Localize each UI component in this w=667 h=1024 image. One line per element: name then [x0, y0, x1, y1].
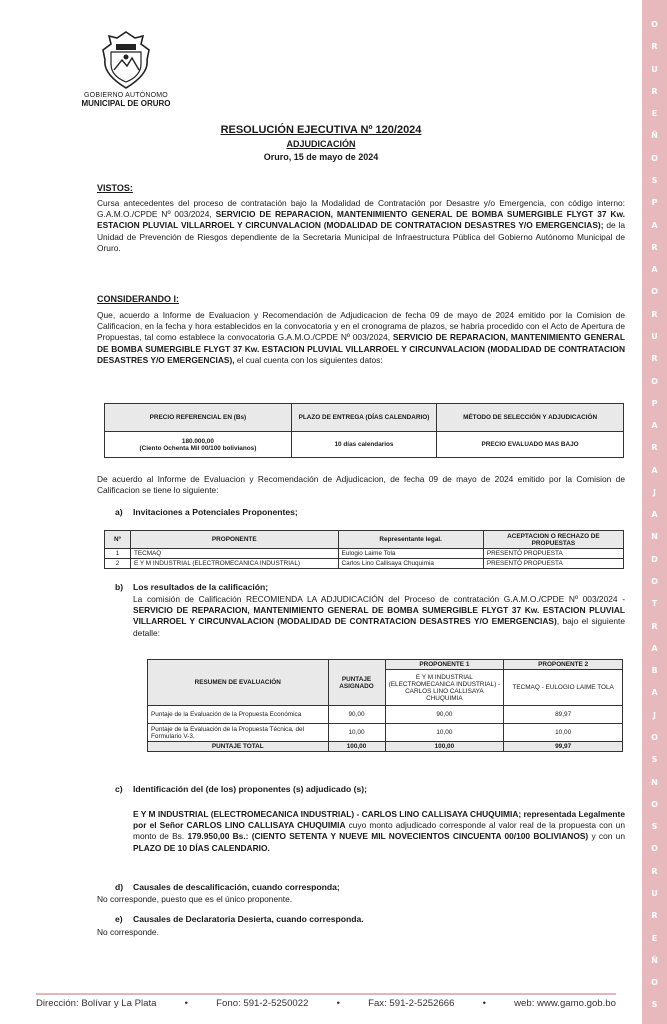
reference-price-table — [104, 403, 624, 458]
band-letter: P — [651, 198, 658, 208]
table2-header: Representante legal. — [338, 531, 483, 549]
band-letter: S — [651, 755, 658, 765]
band-letter: A — [651, 421, 658, 431]
band-letter: E — [651, 109, 658, 119]
band-letter: S — [651, 822, 658, 832]
table3-header: PROPONENTE 1 — [385, 660, 504, 670]
band-letter: O — [651, 844, 658, 854]
band-letter: A — [651, 510, 658, 520]
band-letter: P — [651, 398, 658, 408]
table1-header: PRECIO REFERENCIAL EN (Bs) — [105, 404, 292, 432]
footer-web: web: www.gamo.gob.bo — [514, 998, 616, 1009]
table-row: 2 E Y M INDUSTRIAL (ELECTROMECANICA INDUSTRIAL) Carlos Lino Callisaya Chuquimia PRESENTÓ PROPUESTA — [105, 559, 624, 569]
band-letter: R — [651, 86, 658, 96]
band-letter: R — [651, 866, 658, 876]
band-letter: R — [651, 42, 658, 52]
band-letter: J — [653, 710, 656, 720]
band-letter: B — [651, 666, 658, 676]
org-name-line2: MUNICIPAL DE ORURO — [81, 99, 171, 108]
table2-header: ACEPTACION O RECHAZO DE PROPUESTAS — [483, 531, 623, 549]
considerando-paragraph: Que, acuerdo a Informe de Evaluacion y Recomendación de Adjudicacion de fecha 09 de mayo de 2024 emitido por la Comision de Calificacion, en la fecha y hora establecidos en la convocatoria y en el cronograma de plazos, se habria procedido con el Acto de Apertura de Propuestas, tal como establece la convocatoria G.A.M.O./CPDE Nº 003/2024, SERVICIO DE REPARACION, MANTENIMIENTO GENERAL DE BOMBA SUMERGIBLE FLYGT 37 Kw. ESTACION PLUVIAL VILLARROEL Y CIRCUNVALACION (MODALIDAD DE CONTRATACION DESASTRES Y/O EMERGENCIAS), el cual cuenta con los siguientes datos: — [97, 310, 625, 365]
section-e-text: No corresponde. — [97, 927, 159, 937]
section-d-text: No corresponde, puesto que es el único proponente. — [97, 894, 293, 904]
footer — [36, 998, 616, 1009]
band-letter: S — [651, 1000, 658, 1010]
table3-header: PROPONENTE 2 — [504, 660, 623, 670]
band-letter: R — [651, 309, 658, 319]
band-letter: S — [651, 175, 658, 185]
section-d-heading: d) Causales de descalificación, cuando corresponda; — [115, 882, 340, 892]
band-letter: T — [651, 599, 658, 609]
intro-paragraph-2: De acuerdo al Informe de Evaluacion y Recomendación de Adjudicacion, de fecha 09 de mayo de 2024 emitido por la Comision de Calificacion se tiene lo siguiente: — [97, 474, 625, 496]
band-letter: A — [651, 688, 658, 698]
vistos-heading: VISTOS: — [97, 183, 133, 193]
band-letter: N — [651, 532, 658, 542]
table1-header: MÉTODO DE SELECCIÓN Y ADJUDICACIÓN — [437, 404, 624, 432]
band-letter: R — [651, 911, 658, 921]
footer-divider — [36, 993, 616, 995]
band-letter: O — [651, 978, 658, 988]
table-row-total: PUNTAJE TOTAL 100,00 100,00 99,97 — [148, 742, 623, 752]
section-c-paragraph: E Y M INDUSTRIAL (ELECTROMECANICA INDUSTRIAL) - CARLOS LINO CALLISAYA CHUQUIMIA; representada Legalmente por el Señor CARLOS LINO CALLISAYA CHUQUIMIA cuyo monto adjudicado corresponde al valor real de la propuesta con un monto de Bs. 179.950,00 Bs.: (CIENTO SETENTA Y NUEVE MIL NOVECIENTOS CINCUENTA 00/100 BOLIVIANOS) y con un PLAZO DE 10 DÍAS CALENDARIO. — [133, 809, 625, 853]
footer-fax: Fax: 591-2-5252666 — [368, 998, 455, 1009]
vistos-paragraph: Cursa antecedentes del proceso de contratación bajo la Modalidad de Contratación por Desastre y/o Emergencia, con código interno: G.A.M.O./CPDE Nº 003/2024, SERVICIO DE REPARACION, MANTENIMIENTO GENERAL DE BOMBA SUMERGIBLE FLYGT 37 Kw. ESTACION PLUVIAL VILLARROEL Y CIRCUNVALACION (MODALIDAD DE CONTRATACION DESASTRES Y/O EMERGENCIAS); de la Unidad de Prevención de Riesgos dependiente de la Secretaria Municipal de Infraestructura Pública del Gobierno Autónomo Municipal de Oruro. — [97, 198, 626, 253]
band-letter: Ñ — [651, 131, 658, 141]
band-letter: R — [651, 354, 658, 364]
section-e-heading: e) Causales de Declaratoria Desierta, cuando corresponda. — [115, 914, 364, 924]
footer-address: Dirección: Bolívar y La Plata — [36, 998, 157, 1009]
band-letter: A — [651, 643, 658, 653]
band-letter: A — [651, 465, 658, 475]
table2-header: Nº — [105, 531, 131, 549]
band-letter: N — [651, 777, 658, 787]
band-letter: O — [651, 733, 658, 742]
band-letter: O — [651, 376, 658, 386]
municipal-shield-icon — [97, 30, 155, 90]
section-b-heading: b) Los resultados de la calificación; — [115, 582, 269, 592]
considerando-heading: CONSIDERANDO I: — [97, 294, 180, 304]
table3-proponent1-name: E Y M INDUSTRIAL (ELECTROMECANICA INDUSTRIAL) - CARLOS LINO CALLISAYA CHUQUIMIA — [385, 670, 504, 706]
band-letter: O — [651, 20, 658, 29]
table3-proponent2-name: TECMAQ - EULOGIO LAIME TOLA — [504, 670, 623, 706]
table-row: Puntaje de la Evaluación de la Propuesta Económica 90,00 90,00 89,97 — [148, 706, 623, 724]
band-letter: E — [651, 933, 658, 943]
resolution-title: RESOLUCIÓN EJECUTIVA Nº 120/2024 — [220, 124, 422, 136]
evaluation-summary-table — [147, 659, 623, 752]
side-band-letters — [642, 20, 667, 1010]
band-letter: R — [651, 443, 658, 453]
band-letter: U — [651, 64, 658, 74]
band-letter: A — [651, 265, 658, 275]
table2-header: PROPONENTE — [130, 531, 338, 549]
band-letter: R — [651, 242, 658, 252]
table-row: 1 TECMAQ Eulogio Laime Tola PRESENTÓ PROPUESTA — [105, 549, 624, 559]
table1-header: PLAZO DE ENTREGA (DÍAS CALENDARIO) — [291, 404, 436, 432]
resolution-subtitle: ADJUDICACIÓN — [286, 139, 356, 149]
table-row: Puntaje de la Evaluación de la Propuesta Técnica, del Formulario V-3. 10,00 10,00 10,00 — [148, 724, 623, 742]
band-letter: U — [651, 888, 658, 898]
section-a-heading: a) Invitaciones a Potenciales Proponentes; — [115, 507, 298, 517]
table1-plazo-cell: 10 días calendarios — [291, 432, 436, 458]
header-logo-block — [76, 30, 176, 108]
table1-price-cell: 180.000,00 (Ciento Ochenta Mil 00/100 bolivianos) — [105, 432, 292, 458]
footer-phone: Fono: 591-2-5250022 — [216, 998, 309, 1009]
band-letter: O — [651, 577, 658, 587]
org-name-line1: GOBIERNO AUTÓNOMO — [84, 92, 168, 99]
band-letter: O — [651, 153, 658, 163]
proponents-table — [104, 530, 624, 569]
band-letter: O — [651, 287, 658, 297]
resolution-date: Oruro, 15 de mayo de 2024 — [263, 152, 379, 162]
footer-bullet: • — [482, 998, 486, 1009]
table3-header: RESUMEN DE EVALUACIÓN — [148, 660, 329, 706]
band-letter: A — [651, 220, 658, 230]
band-letter: D — [651, 554, 658, 564]
band-letter: U — [651, 331, 658, 341]
table1-metodo-cell: PRECIO EVALUADO MAS BAJO — [437, 432, 624, 458]
table3-header: PUNTAJE ASIGNADO — [328, 660, 385, 706]
band-letter: O — [651, 799, 658, 809]
band-letter: J — [653, 487, 656, 497]
section-b-paragraph: La comisión de Calificación RECOMIENDA LA ADJUDICACIÓN del Proceso de contratación G.A.M.O./CPDE Nº 003/2024 - SERVICIO DE REPARACION, MANTENIMIENTO GENERAL DE BOMBA SUMERGIBLE FLYGT 37 Kw. ESTACION PLUVIAL VILLARROEL Y CIRCUNVALACION (MODALIDAD DE CONTRATACION DESASTRES Y/O EMERGENCIAS), bajo el siguiente detalle: — [133, 594, 625, 638]
band-letter: R — [651, 621, 658, 631]
section-c-heading: c) Identificación del (de los) proponentes (s) adjudicado (s); — [115, 784, 367, 794]
footer-bullet: • — [184, 998, 189, 1009]
footer-bullet: • — [336, 998, 340, 1009]
band-letter: Ñ — [651, 955, 658, 965]
